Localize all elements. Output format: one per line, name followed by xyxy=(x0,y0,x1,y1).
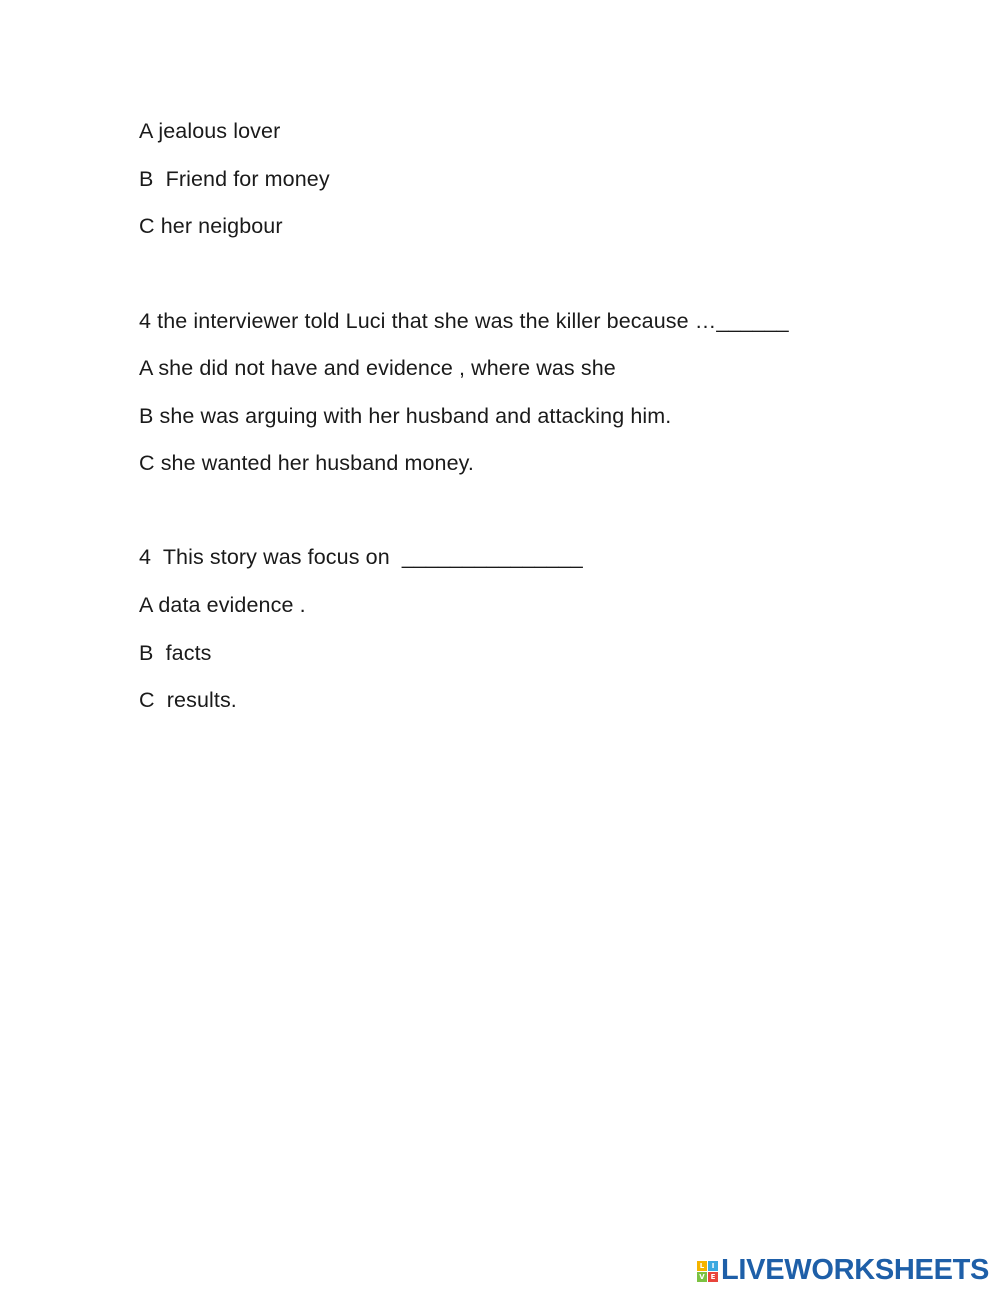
logo-block-e: E xyxy=(708,1272,718,1282)
logo-text: LIVEWORKSHEETS xyxy=(721,1254,990,1286)
q4a-option-c: C she wanted her husband money. xyxy=(139,451,474,475)
q4a-prompt: 4 the interviewer told Luci that she was the killer because …______ xyxy=(139,309,789,333)
q4a-option-b: B she was arguing with her husband and attacking him. xyxy=(139,404,672,428)
liveworksheets-logo xyxy=(697,1255,989,1285)
logo-block-l: L xyxy=(697,1261,707,1271)
q3-option-b: B Friend for money xyxy=(139,167,330,191)
q3-option-c: C her neigbour xyxy=(139,214,283,238)
q4b-option-c: C results. xyxy=(139,688,237,712)
q3-option-a: A jealous lover xyxy=(139,119,281,143)
logo-block-v: V xyxy=(697,1272,707,1282)
q4b-option-a: A data evidence . xyxy=(139,593,306,617)
logo-blocks-icon xyxy=(697,1261,718,1282)
q4b-prompt: 4 This story was focus on _______________ xyxy=(139,545,583,569)
logo-block-i: I xyxy=(708,1261,718,1271)
q4b-option-b: B facts xyxy=(139,641,212,665)
q4a-option-a: A she did not have and evidence , where was she xyxy=(139,356,616,380)
